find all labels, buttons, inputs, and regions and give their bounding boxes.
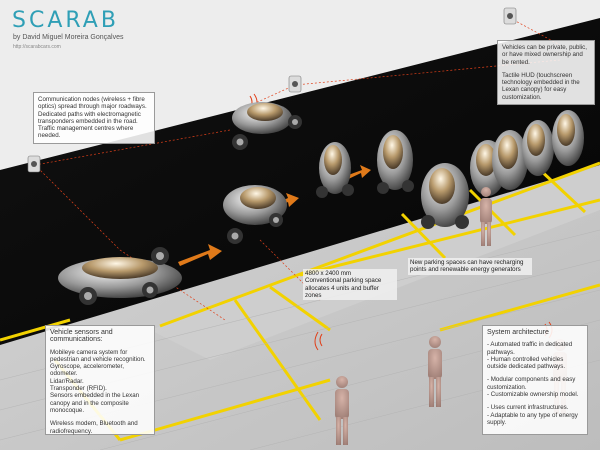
architecture-line: - Automated traffic in dedicated pathways.	[487, 341, 573, 356]
parking-description: Conventional parking space allocates 4 units and buffer zones	[305, 277, 382, 299]
sensor-line: Transponder (RFID).	[50, 385, 107, 393]
architecture-title: System architecture	[487, 329, 549, 336]
communication-line: Communication nodes (wireless + fibre optics) spread through major roadways.	[38, 96, 147, 111]
ownership-note	[497, 40, 595, 105]
communication-note	[33, 92, 155, 144]
sensor-line: Mobileye camera system for pedestrian and vehicle recognition.	[50, 348, 146, 363]
sensors-title: Vehicle sensors and communications:	[50, 329, 113, 344]
recharging-label: New parking spaces can have recharging points and renewable energy generators	[408, 258, 532, 275]
architecture-line: - Uses current infrastructures.	[487, 404, 569, 412]
brand-title: SCARAB	[12, 8, 119, 33]
author-byline: by David Miguel Moreira Gonçalves	[13, 34, 124, 41]
sensors-note	[45, 325, 155, 435]
communication-line: Traffic management centres where needed.	[38, 125, 134, 140]
communication-node-icon	[28, 156, 40, 172]
hud-line: Tactile HUD (touchscreen technology embedded in the Lexan canopy) for easy customization.	[502, 71, 580, 101]
architecture-line: - Modular components and easy customization.	[487, 376, 576, 391]
architecture-line: - Adaptable to any type of energy supply.	[487, 411, 578, 426]
architecture-line: - Human controlled vehicles outside dedicated pathways.	[487, 355, 566, 371]
communication-node-icon	[504, 8, 516, 24]
communication-line: Dedicated paths with electromagnetic transponders embedded in the road.	[38, 110, 141, 125]
parking-dimensions-label	[303, 269, 397, 300]
architecture-note	[482, 325, 588, 435]
communication-node-icon	[289, 76, 301, 92]
website-url: http://scarabcars.com	[13, 44, 61, 50]
sensor-line: Wireless modem, Bluetooth and radiofrequency.	[50, 420, 138, 435]
architecture-line: - Customizable ownership model.	[487, 391, 579, 399]
parking-size: 4800 x 2400 mm	[305, 270, 352, 277]
sensor-line: Sensors embedded in the Lexan canopy and in the composite monocoque.	[50, 392, 140, 414]
sensor-line: Lidar/Radar.	[50, 377, 84, 385]
ownership-line: Vehicles can be private, public, or have mixed ownership and be rented.	[502, 44, 587, 66]
sensor-line: Gyroscope, accelerometer, odometer.	[50, 363, 124, 378]
